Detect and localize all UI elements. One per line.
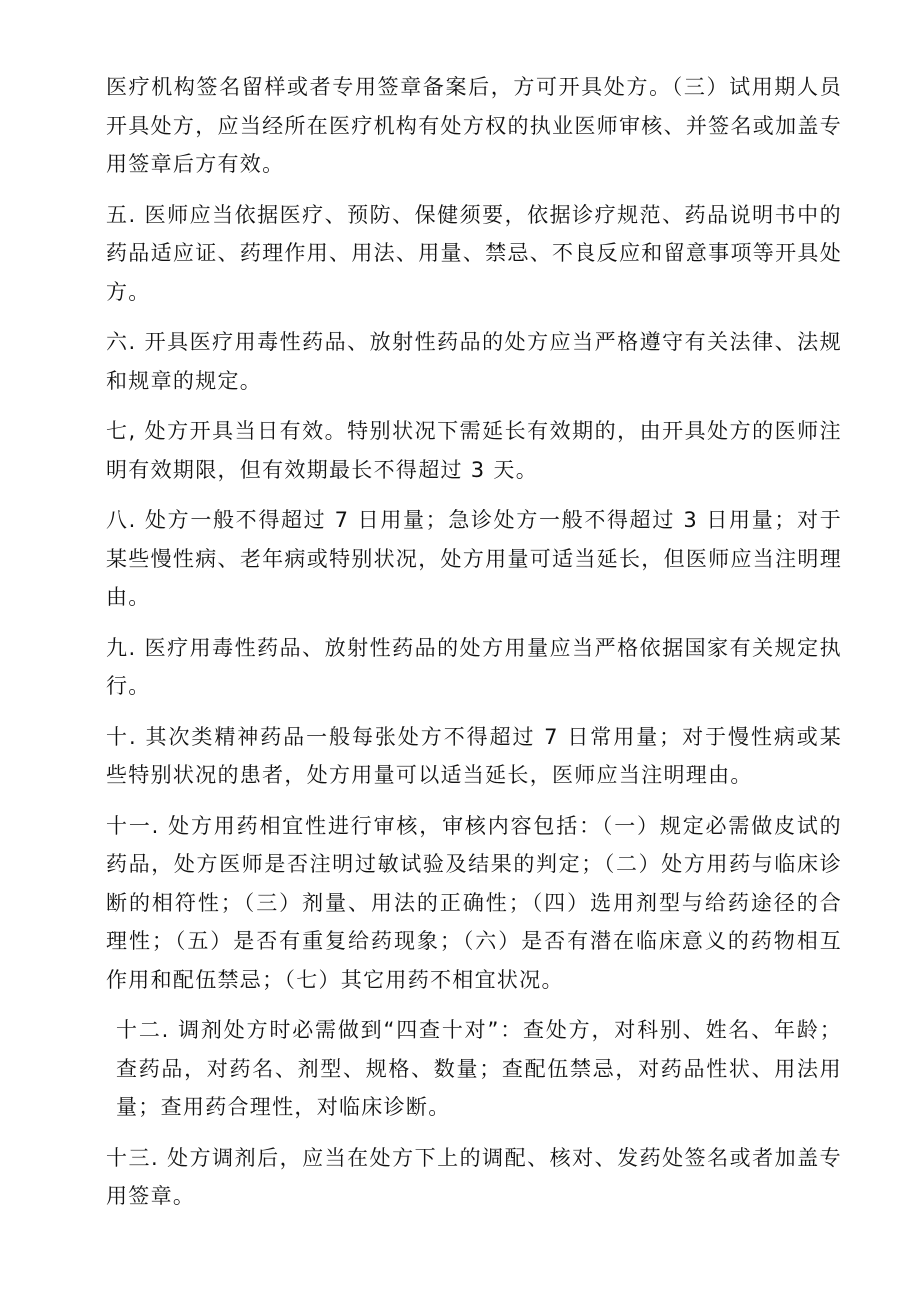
paragraph-item-11: 十一. 处方用药相宜性进行审核，审核内容包括：（一）规定必需做皮试的药品，处方医师是否注明过敏试验及结果的判定；（二）处方用药与临床诊断的相符性；（三）剂量、用法的正确性；（四）选用剂型与给药途径的合理性；（五）是否有重复给药现象；（六）是否有潜在临床意义的药物相互作用和配伍禁忌；（七）其它用药不相宜状况。 — [106, 813, 842, 992]
paragraph-item-7: 七, 处方开具当日有效。特别状况下需延长有效期的，由开具处方的医师注明有效期限，但有效期最长不得超过 3 天。 — [106, 419, 842, 482]
paragraph-item-5: 五. 医师应当依据医疗、预防、保健须要，依据诊疗规范、药品说明书中的药品适应证、药理作用、用法、用量、禁忌、不良反应和留意事项等开具处方。 — [106, 202, 842, 304]
paragraph-item-12: 十二. 调剂处方时必需做到“四查十对”：查处方，对科别、姓名、年龄；查药品，对药名、剂型、规格、数量；查配伍禁忌，对药品性状、用法用量；查用药合理性，对临床诊断。 — [116, 1018, 842, 1119]
paragraph-item-9: 九. 医疗用毒性药品、放射性药品的处方用量应当严格依据国家有关规定执行。 — [106, 635, 842, 698]
paragraph-item-8: 八. 处方一般不得超过 7 日用量；急诊处方一般不得超过 3 日用量；对于某些慢性病、老年病或特别状况，处方用量可适当延长，但医师应当注明理由。 — [106, 508, 842, 609]
paragraph-item-13: 十三. 处方调剂后，应当在处方下上的调配、核对、发药处签名或者加盖专用签章。 — [106, 1145, 842, 1208]
paragraph-item-6: 六. 开具医疗用毒性药品、放射性药品的处方应当严格遵守有关法律、法规和规章的规定。 — [106, 330, 842, 393]
paragraph-item-10: 十. 其次类精神药品一般每张处方不得超过 7 日常用量；对于慢性病或某些特别状况的患者，处方用量可以适当延长，医师应当注明理由。 — [106, 724, 842, 787]
document-page — [106, 68, 842, 1228]
paragraph-trial-period: 医疗机构签名留样或者专用签章备案后，方可开具处方。（三）试用期人员开具处方，应当经所在医疗机构有处方权的执业医师审核、并签名或加盖专用签章后方有效。 — [106, 75, 842, 176]
